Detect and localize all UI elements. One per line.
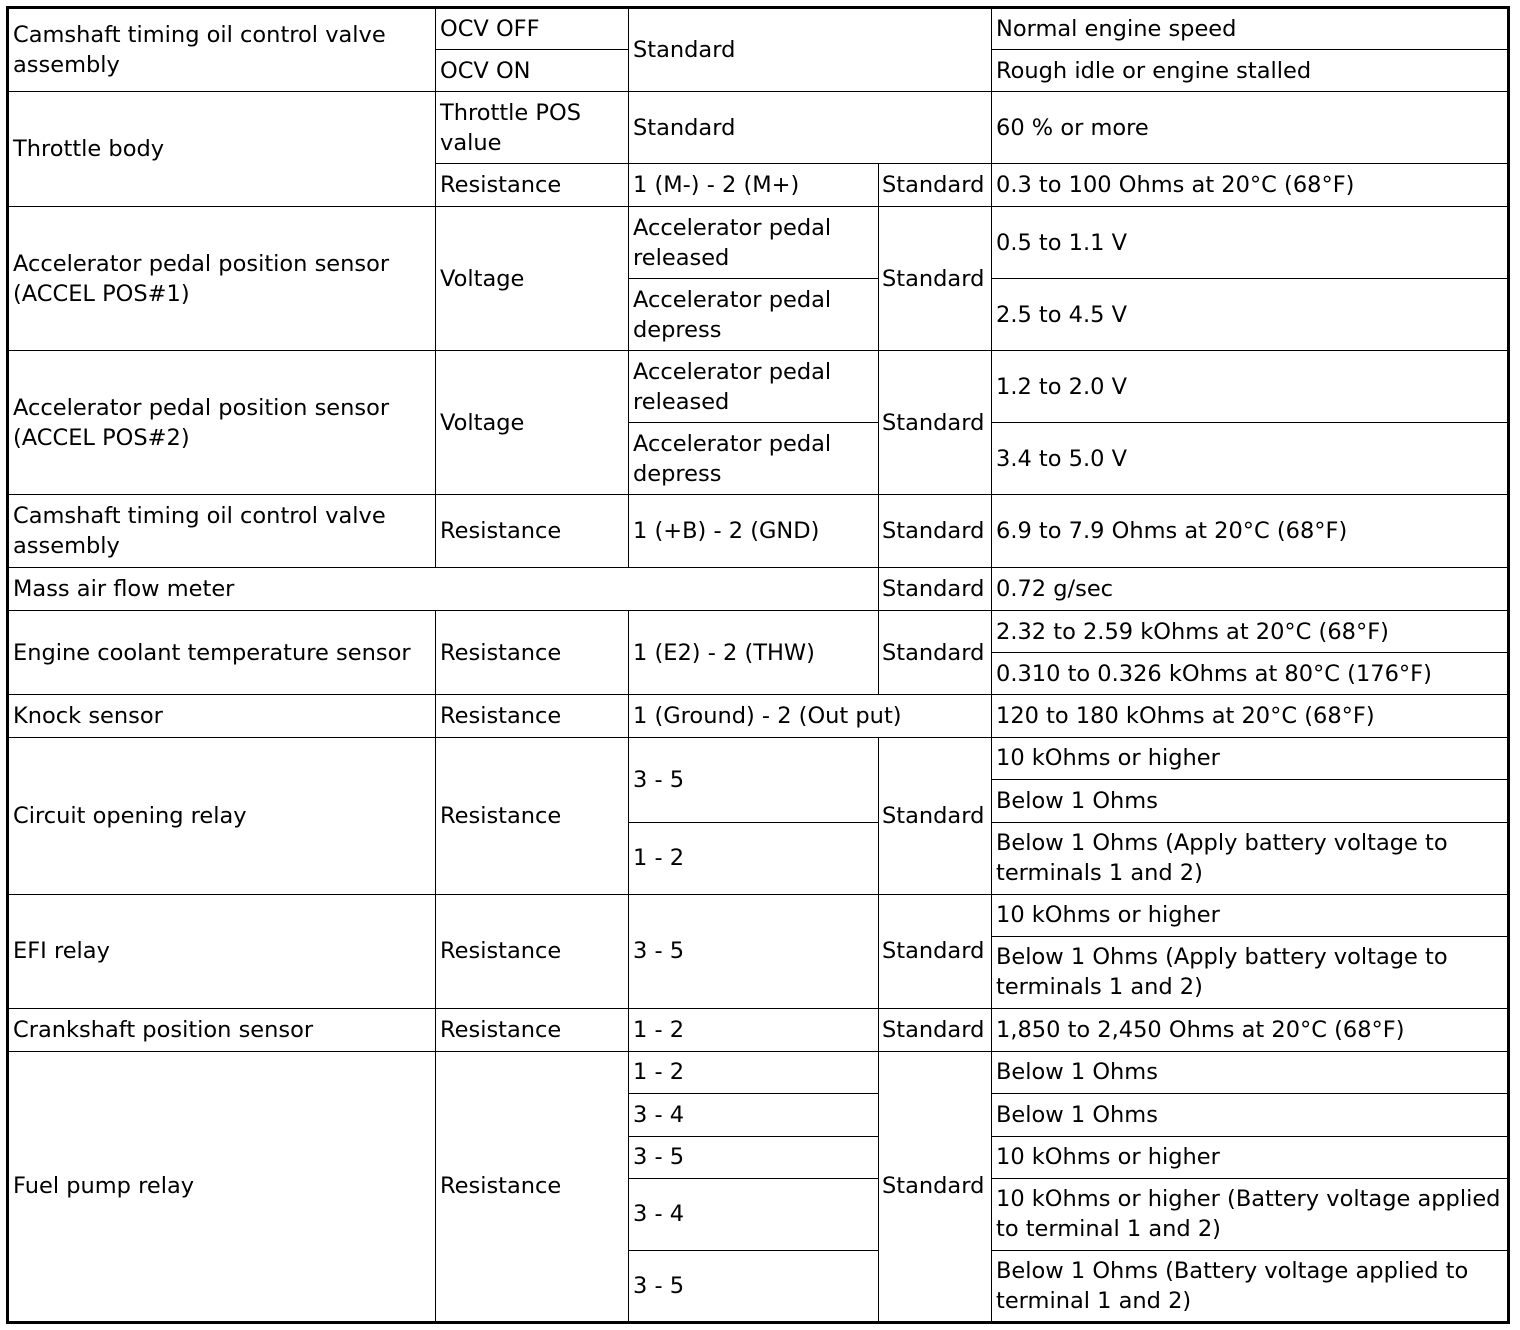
condition-cell: Accelerator pedal released bbox=[629, 207, 879, 279]
label-cell: Standard bbox=[629, 8, 992, 92]
value-cell: Below 1 Ohms bbox=[992, 1093, 1509, 1136]
label-cell: Standard bbox=[629, 92, 992, 164]
component-cell: Engine coolant temperature sensor bbox=[8, 611, 436, 695]
terminals-cell: 1 (E2) - 2 (THW) bbox=[629, 611, 879, 695]
terminals-cell: 3 - 4 bbox=[629, 1093, 879, 1136]
terminals-cell: 1 - 2 bbox=[629, 1051, 879, 1093]
value-cell: 120 to 180 kOhms at 20°C (68°F) bbox=[992, 695, 1509, 737]
label-cell: Standard bbox=[879, 1008, 992, 1051]
item-cell: Throttle POS value bbox=[436, 92, 629, 164]
condition-cell: Accelerator pedal depress bbox=[629, 423, 879, 495]
item-cell: Resistance bbox=[436, 611, 629, 695]
label-cell: Standard bbox=[879, 1051, 992, 1322]
component-cell: EFI relay bbox=[8, 894, 436, 1008]
label-cell: Standard bbox=[879, 495, 992, 568]
label-cell: Standard bbox=[879, 737, 992, 894]
table-row bbox=[8, 737, 1509, 779]
terminals-cell: 3 - 5 bbox=[629, 894, 879, 1008]
spec-table bbox=[6, 6, 1510, 1324]
value-cell: Below 1 Ohms bbox=[992, 779, 1509, 822]
component-cell: Accelerator pedal position sensor (ACCEL POS#1) bbox=[8, 207, 436, 351]
component-cell: Camshaft timing oil control valve assembly bbox=[8, 8, 436, 92]
component-cell: Knock sensor bbox=[8, 695, 436, 737]
component-cell: Accelerator pedal position sensor (ACCEL POS#2) bbox=[8, 351, 436, 495]
label-cell: Standard bbox=[879, 207, 992, 351]
value-cell: 6.9 to 7.9 Ohms at 20°C (68°F) bbox=[992, 495, 1509, 568]
component-cell: Circuit opening relay bbox=[8, 737, 436, 894]
terminals-cell: 1 (M-) - 2 (M+) bbox=[629, 164, 879, 207]
item-cell: Voltage bbox=[436, 207, 629, 351]
table-row bbox=[8, 8, 1509, 50]
value-cell: 10 kOhms or higher bbox=[992, 737, 1509, 779]
label-cell: Standard bbox=[879, 351, 992, 495]
value-cell: 2.32 to 2.59 kOhms at 20°C (68°F) bbox=[992, 611, 1509, 653]
value-cell: 2.5 to 4.5 V bbox=[992, 279, 1509, 351]
condition-cell: Accelerator pedal released bbox=[629, 351, 879, 423]
label-cell: Standard bbox=[879, 894, 992, 1008]
value-cell: 0.72 g/sec bbox=[992, 568, 1509, 611]
table-row bbox=[8, 611, 1509, 653]
table-row bbox=[8, 92, 1509, 164]
table-row bbox=[8, 207, 1509, 279]
value-cell: 1,850 to 2,450 Ohms at 20°C (68°F) bbox=[992, 1008, 1509, 1051]
table-row bbox=[8, 1051, 1509, 1093]
terminals-cell: 1 - 2 bbox=[629, 822, 879, 894]
table-row bbox=[8, 894, 1509, 936]
condition-cell: OCV ON bbox=[436, 50, 629, 92]
component-cell: Crankshaft position sensor bbox=[8, 1008, 436, 1051]
item-cell: Resistance bbox=[436, 1051, 629, 1322]
item-cell: Resistance bbox=[436, 695, 629, 737]
label-cell: Standard bbox=[879, 568, 992, 611]
component-cell: Camshaft timing oil control valve assembly bbox=[8, 495, 436, 568]
terminals-cell: 3 - 5 bbox=[629, 1250, 879, 1322]
value-cell: 0.5 to 1.1 V bbox=[992, 207, 1509, 279]
value-cell: 1.2 to 2.0 V bbox=[992, 351, 1509, 423]
terminals-cell: 1 (+B) - 2 (GND) bbox=[629, 495, 879, 568]
item-cell: Voltage bbox=[436, 351, 629, 495]
value-cell: Below 1 Ohms bbox=[992, 1051, 1509, 1093]
terminals-cell: 1 (Ground) - 2 (Out put) bbox=[629, 695, 992, 737]
value-cell: 0.310 to 0.326 kOhms at 80°C (176°F) bbox=[992, 653, 1509, 695]
value-cell: 0.3 to 100 Ohms at 20°C (68°F) bbox=[992, 164, 1509, 207]
label-cell: Standard bbox=[879, 611, 992, 695]
value-cell: Below 1 Ohms (Apply battery voltage to terminals 1 and 2) bbox=[992, 822, 1509, 894]
component-cell: Fuel pump relay bbox=[8, 1051, 436, 1322]
item-cell: Resistance bbox=[436, 894, 629, 1008]
condition-cell: Accelerator pedal depress bbox=[629, 279, 879, 351]
value-cell: Rough idle or engine stalled bbox=[992, 50, 1509, 92]
terminals-cell: 3 - 5 bbox=[629, 737, 879, 822]
item-cell: Resistance bbox=[436, 1008, 629, 1051]
value-cell: Below 1 Ohms (Battery voltage applied to terminal 1 and 2) bbox=[992, 1250, 1509, 1322]
component-cell: Throttle body bbox=[8, 92, 436, 207]
value-cell: 10 kOhms or higher (Battery voltage applied to terminal 1 and 2) bbox=[992, 1178, 1509, 1250]
value-cell: 10 kOhms or higher bbox=[992, 1136, 1509, 1178]
value-cell: 10 kOhms or higher bbox=[992, 894, 1509, 936]
terminals-cell: 3 - 5 bbox=[629, 1136, 879, 1178]
component-cell: Mass air flow meter bbox=[8, 568, 879, 611]
table-row bbox=[8, 495, 1509, 568]
value-cell: Normal engine speed bbox=[992, 8, 1509, 50]
label-cell: Standard bbox=[879, 164, 992, 207]
item-cell: Resistance bbox=[436, 495, 629, 568]
table-row bbox=[8, 1008, 1509, 1051]
item-cell: Resistance bbox=[436, 164, 629, 207]
table-row bbox=[8, 568, 1509, 611]
terminals-cell: 3 - 4 bbox=[629, 1178, 879, 1250]
value-cell: 3.4 to 5.0 V bbox=[992, 423, 1509, 495]
value-cell: 60 % or more bbox=[992, 92, 1509, 164]
table-row bbox=[8, 695, 1509, 737]
terminals-cell: 1 - 2 bbox=[629, 1008, 879, 1051]
condition-cell: OCV OFF bbox=[436, 8, 629, 50]
value-cell: Below 1 Ohms (Apply battery voltage to terminals 1 and 2) bbox=[992, 936, 1509, 1008]
table-row bbox=[8, 351, 1509, 423]
item-cell: Resistance bbox=[436, 737, 629, 894]
